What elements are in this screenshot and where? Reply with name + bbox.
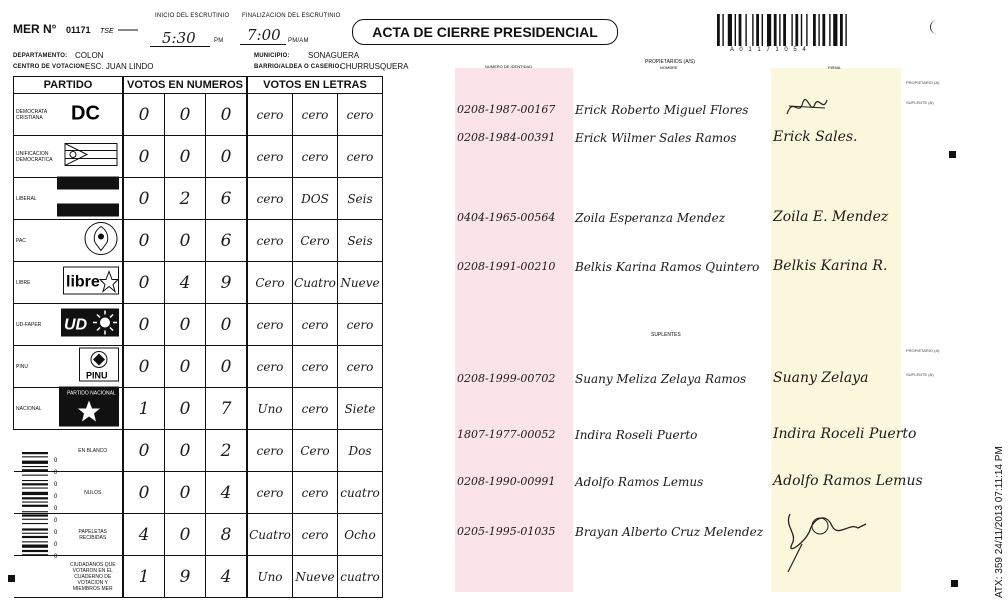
member-name: Indira Roseli Puerto: [575, 428, 698, 442]
svg-text:DC: DC: [71, 102, 100, 123]
member-signature: Zoila E. Mendez: [773, 209, 889, 225]
svg-text:0: 0: [54, 518, 58, 524]
inicio-underline: [150, 46, 210, 47]
page-title: ACTA DE CIERRE PRESIDENCIAL: [352, 19, 618, 45]
vote-digit: 0: [165, 388, 206, 430]
col-letras-header: VOTOS EN LETRAS: [247, 77, 383, 94]
party-cell: [14, 136, 124, 178]
municipio-label: MUNICIPIO:: [254, 53, 290, 59]
vote-digit: 6: [206, 220, 248, 262]
party-logo-icon: [59, 386, 119, 431]
barrio-label: BARRIO/ALDEA O CASERIO:: [254, 64, 342, 70]
signature-row: [455, 101, 900, 121]
svg-text:libre: libre: [66, 273, 100, 290]
identity-number: 0208-1984-00391: [457, 131, 556, 144]
total-digit: 0: [165, 472, 206, 514]
party-row: [14, 388, 383, 430]
suplentes-header: SUPLENTES: [651, 332, 681, 338]
total-word: Cuatro: [247, 514, 293, 556]
fin-pm: PM/AM: [288, 38, 309, 44]
party-cell: [14, 346, 124, 388]
vote-digit: 0: [165, 304, 206, 346]
vote-digit: 0: [123, 136, 165, 178]
party-name: NACIONAL: [16, 405, 42, 412]
vote-digit: 1: [123, 388, 165, 430]
vote-digit: 0: [206, 136, 248, 178]
inicio-time: 5:30: [162, 29, 196, 47]
signature-row: [455, 473, 923, 493]
total-word: cero: [293, 514, 338, 556]
vote-digit: 0: [123, 94, 165, 136]
vote-word: cero: [247, 94, 293, 136]
party-name: LIBRE: [16, 279, 31, 286]
party-name: PAC: [16, 237, 26, 244]
identity-number: 0208-1990-00991: [457, 475, 556, 488]
member-name: Adolfo Ramos Lemus: [575, 475, 704, 489]
vote-digit: 0: [123, 346, 165, 388]
fin-underline: [240, 44, 286, 45]
total-digit: 0: [165, 514, 206, 556]
barcode-number: A 0 1 1 7 1 0 5 4: [730, 47, 808, 53]
vote-digit: 9: [206, 262, 248, 304]
totals-label: PAPELETAS RECIBIDAS: [78, 528, 107, 541]
member-name: Zoila Esperanza Mendez: [575, 211, 726, 225]
vote-word: Cuatro: [293, 262, 338, 304]
vote-word: cero: [293, 94, 338, 136]
total-digit: 0: [123, 472, 165, 514]
vote-word: Seis: [338, 178, 383, 220]
vote-digit: 0: [206, 304, 248, 346]
total-word: Uno: [247, 556, 293, 598]
vote-word: cero: [338, 304, 383, 346]
total-digit: 8: [206, 514, 248, 556]
svg-text:0: 0: [54, 470, 58, 476]
identity-number: 0208-1991-00210: [457, 260, 556, 273]
total-word: cero: [247, 430, 293, 472]
svg-text:0: 0: [54, 482, 58, 488]
total-word: cuatro: [338, 472, 383, 514]
vote-digit: 0: [206, 346, 248, 388]
votes-table: [13, 76, 383, 598]
totals-label: CIUDADANOS QUE VOTARON EN EL CUADERNO DE VOTACION Y MIEMBROS MER: [69, 561, 116, 592]
total-digit: 0: [165, 430, 206, 472]
vote-digit: 0: [165, 136, 206, 178]
total-digit: 4: [123, 514, 165, 556]
member-signature: Belkis Karina R.: [773, 258, 888, 274]
total-digit: 1: [123, 556, 165, 598]
barrio-value: CHURRUSQUERA: [340, 62, 409, 71]
vote-word: Cero: [247, 262, 293, 304]
party-logo-icon: [79, 347, 119, 386]
total-digit: 0: [123, 430, 165, 472]
col-partido-header: PARTIDO: [14, 77, 124, 94]
party-row: [14, 304, 383, 346]
mer-number: 01171: [66, 25, 91, 35]
member-signature: Suany Zelaya: [773, 370, 869, 386]
signature-scribble-icon: [785, 94, 829, 125]
col-numeros-header: VOTOS EN NUMEROS: [123, 77, 247, 94]
vote-digit: 6: [206, 178, 248, 220]
svg-text:0: 0: [54, 530, 58, 536]
vote-digit: 0: [123, 304, 165, 346]
signature-row: [455, 209, 900, 229]
barcode-left: [22, 452, 62, 570]
centro-label: CENTRO DE VOTACION:: [13, 64, 88, 70]
barcode-top: [717, 14, 917, 46]
side-label: SUPLENTE (A): [906, 100, 934, 105]
corner-mark-right-1: [949, 151, 956, 158]
side-label: PROPIETARIO (A): [906, 80, 940, 85]
member-name: Erick Roberto Miguel Flores: [575, 103, 749, 117]
vote-digit: 0: [165, 220, 206, 262]
total-digit: 2: [206, 430, 248, 472]
party-name: UNIFICACION DEMOCRATICA: [16, 150, 53, 163]
party-logo-icon: [83, 220, 119, 261]
signature-row: [455, 258, 900, 278]
inicio-pm: PM: [214, 38, 224, 44]
side-label: PROPIETARIO (A): [906, 348, 940, 353]
party-logo-icon: [67, 101, 119, 128]
svg-text:0: 0: [54, 494, 58, 500]
svg-text:PARTIDO NACIONAL: PARTIDO NACIONAL: [67, 390, 116, 396]
svg-text:TSE: TSE: [100, 28, 114, 35]
totals-label: NULOS: [84, 489, 102, 496]
mer-label: MER N°: [13, 22, 57, 36]
party-row: [14, 220, 383, 262]
party-row: [14, 178, 383, 220]
party-cell: [14, 262, 124, 304]
member-signature: Indira Roceli Puerto: [773, 426, 917, 442]
party-cell: [14, 94, 124, 136]
party-cell: [14, 220, 124, 262]
party-cell: [14, 178, 124, 220]
vote-word: cero: [293, 346, 338, 388]
vote-word: cero: [247, 178, 293, 220]
total-word: cuatro: [338, 556, 383, 598]
vote-digit: 7: [206, 388, 248, 430]
vote-digit: 0: [165, 94, 206, 136]
signature-row: [455, 370, 900, 390]
member-signature: Adolfo Ramos Lemus: [773, 473, 923, 489]
vote-word: cero: [293, 304, 338, 346]
side-label: SUPLENTE (A): [906, 372, 934, 377]
identity-number: 0404-1965-00564: [457, 211, 556, 224]
member-name: Erick Wilmer Sales Ramos: [575, 131, 737, 145]
identity-number: 0205-1995-01035: [457, 525, 556, 538]
party-name: UD-FAPER: [16, 321, 42, 328]
identity-number: 1807-1977-00052: [457, 428, 556, 441]
vote-digit: 0: [165, 346, 206, 388]
corner-mark: [930, 20, 941, 34]
departamento-value: COLON: [75, 51, 104, 60]
corner-mark-right-2: [951, 580, 958, 587]
departamento-label: DEPARTAMENTO:: [13, 53, 68, 59]
party-row: [14, 346, 383, 388]
svg-text:0: 0: [54, 506, 58, 512]
total-word: cero: [247, 472, 293, 514]
vote-word: cero: [338, 346, 383, 388]
vote-word: Cero: [293, 220, 338, 262]
totals-row: [14, 430, 383, 472]
vote-word: cero: [247, 220, 293, 262]
municipio-value: SONAGUERA: [308, 51, 360, 60]
vote-word: cero: [293, 388, 338, 430]
signature-scribble-icon: [780, 504, 870, 581]
vote-word: cero: [338, 94, 383, 136]
centro-value: ESC. JUAN LINDO: [85, 62, 154, 71]
vote-digit: 0: [123, 262, 165, 304]
party-cell: [14, 388, 124, 430]
vote-word: Siete: [338, 388, 383, 430]
vote-word: Nueve: [338, 262, 383, 304]
vote-word: Seis: [338, 220, 383, 262]
col-firma-header: FIRMA: [828, 65, 841, 70]
vote-word: Uno: [247, 388, 293, 430]
vote-digit: 4: [165, 262, 206, 304]
inicio-label: INICIO DEL ESCRUTINIO: [155, 13, 230, 19]
total-digit: 9: [165, 556, 206, 598]
svg-text:PINU: PINU: [86, 370, 108, 380]
vote-digit: 0: [206, 94, 248, 136]
party-row: [14, 94, 383, 136]
party-name: PINU: [16, 363, 28, 370]
signature-row: [455, 129, 900, 149]
vote-digit: 0: [123, 178, 165, 220]
vote-digit: 0: [123, 220, 165, 262]
svg-text:0: 0: [54, 554, 58, 560]
total-word: Cero: [293, 430, 338, 472]
total-word: cero: [293, 472, 338, 514]
col-id-header: NUMERO DE IDENTIDAD: [485, 64, 533, 69]
total-digit: 4: [206, 556, 248, 598]
corner-mark-bottom-left: [8, 575, 15, 582]
party-row: [14, 136, 383, 178]
vote-digit: 2: [165, 178, 206, 220]
signature-row: [455, 426, 917, 446]
totals-row: [14, 472, 383, 514]
col-propietarios-header: PROPIETARIOS (A/S): [645, 59, 695, 65]
party-name: DEMOCRATA CRISTIANA: [16, 108, 47, 121]
fin-label: FINALIZACION DEL ESCRUTINIO: [242, 13, 341, 19]
vote-word: DOS: [293, 178, 338, 220]
fin-time: 7:00: [247, 26, 281, 44]
svg-text:UD: UD: [64, 316, 88, 333]
member-name: Belkis Karina Ramos Quintero: [575, 260, 760, 274]
identity-number: 0208-1987-00167: [457, 103, 556, 116]
totals-label: EN BLANCO: [78, 447, 108, 454]
member-name: Suany Meliza Zelaya Ramos: [575, 372, 747, 386]
vote-word: cero: [338, 136, 383, 178]
party-row: [14, 262, 383, 304]
party-cell: [14, 304, 124, 346]
total-digit: 4: [206, 472, 248, 514]
totals-row: [14, 514, 383, 556]
party-name: LIBERAL: [16, 195, 37, 202]
total-word: Nueve: [293, 556, 338, 598]
member-signature: Erick Sales.: [773, 129, 858, 145]
svg-text:0: 0: [54, 458, 58, 464]
party-logo-icon: [63, 266, 119, 299]
tse-logo-icon: [100, 23, 140, 35]
identity-number: 0208-1999-00702: [457, 372, 556, 385]
total-word: Ocho: [338, 514, 383, 556]
member-name: Brayan Alberto Cruz Melendez: [575, 525, 764, 539]
party-logo-icon: [57, 176, 119, 221]
vote-word: cero: [293, 136, 338, 178]
vote-word: cero: [247, 136, 293, 178]
side-stamp: ATX: 359 24/11/2013 07:11:14 PM: [994, 446, 1005, 598]
col-nombre-header: NOMBRE: [660, 65, 678, 70]
svg-text:0: 0: [54, 542, 58, 548]
total-word: Dos: [338, 430, 383, 472]
party-logo-icon: [63, 139, 119, 174]
vote-word: cero: [247, 304, 293, 346]
vote-word: cero: [247, 346, 293, 388]
totals-row: [14, 556, 383, 598]
party-logo-icon: [61, 308, 119, 341]
